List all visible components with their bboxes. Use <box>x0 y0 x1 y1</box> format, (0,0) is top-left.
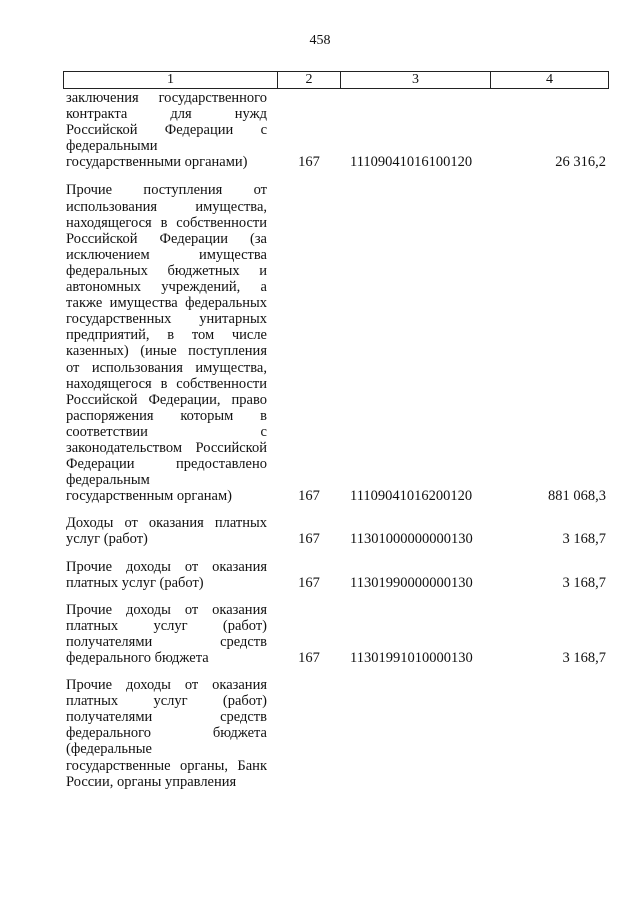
description-line: исключением имущества <box>66 246 267 263</box>
description-line: платных услуг (работ) <box>66 693 267 710</box>
amount-cell: 3 168,7 <box>562 531 606 548</box>
row-description <box>66 559 267 591</box>
table-row <box>0 90 640 170</box>
description-line: заключения государственного <box>66 90 267 106</box>
description-line: государственные органы, Банк <box>66 757 267 774</box>
row-description <box>66 90 267 170</box>
description-line: Прочие доходы от оказания <box>66 558 267 575</box>
description-line: Доходы от оказания платных <box>66 515 267 532</box>
description-line: Федерации предоставлено <box>66 456 267 473</box>
description-line: от использования имущества, <box>66 359 267 376</box>
row-description <box>66 602 267 666</box>
description-line: распоряжения которым в <box>66 407 267 424</box>
budget-code-cell: 11109041016200120 <box>350 488 473 505</box>
description-line: государственными органами) <box>66 154 248 171</box>
description-line: федерального бюджета <box>66 650 209 666</box>
description-line: государственных унитарных <box>66 311 267 328</box>
budget-code-cell: 11301991010000130 <box>350 650 473 666</box>
description-line: Российской Федерации с <box>66 122 267 139</box>
description-line: федерального бюджета <box>66 725 267 742</box>
description-line: (федеральные <box>66 741 152 758</box>
budget-code-cell: 11301000000000130 <box>350 531 473 548</box>
description-line: платных услуг (работ) <box>66 617 267 634</box>
description-line: России, органы управления <box>66 773 237 790</box>
description-line: казенных) (иные поступления <box>66 343 267 360</box>
table-row <box>0 677 640 790</box>
column-header-3: 3 <box>412 72 419 87</box>
column-header-2: 2 <box>305 72 313 87</box>
description-line: находящегося в собственности <box>66 375 267 392</box>
table-row <box>0 602 640 666</box>
description-line: получателями средств <box>66 709 267 726</box>
admin-code-cell: 167 <box>298 531 320 548</box>
description-line: предприятий, в том числе <box>66 327 267 344</box>
page-number: 458 <box>309 33 331 48</box>
description-line: федеральным <box>66 472 150 489</box>
admin-code-cell: 167 <box>298 154 320 171</box>
description-line: законодательством Российской <box>66 439 267 456</box>
admin-code-cell: 167 <box>298 650 320 666</box>
description-line: контракта для нужд <box>66 106 267 123</box>
description-line: Российской Федерации, право <box>66 391 267 408</box>
table-body <box>0 90 640 790</box>
budget-code-cell: 11109041016100120 <box>350 154 473 171</box>
description-line: Прочие поступления от <box>66 182 267 199</box>
column-header-4: 4 <box>546 72 553 87</box>
description-line: платных услуг (работ) <box>66 574 204 591</box>
description-line: также имущества федеральных <box>66 295 267 312</box>
description-line: находящегося в собственности <box>66 214 267 231</box>
amount-cell: 26 316,2 <box>555 154 606 171</box>
amount-cell: 881 068,3 <box>548 488 606 505</box>
table-row <box>0 182 640 504</box>
description-line: федеральных бюджетных и <box>66 262 267 279</box>
description-line: государственным органам) <box>66 488 232 505</box>
description-line: автономных учреждений, а <box>66 279 267 296</box>
table-row <box>0 559 640 591</box>
row-description <box>66 182 267 504</box>
admin-code-cell: 167 <box>298 488 320 505</box>
description-line: Прочие доходы от оказания <box>66 677 267 694</box>
description-line: Российской Федерации (за <box>66 230 267 247</box>
description-line: получателями средств <box>66 633 267 650</box>
description-line: федеральными <box>66 138 158 155</box>
admin-code-cell: 167 <box>298 574 320 591</box>
table-row <box>0 515 640 547</box>
table-column-header <box>63 71 609 89</box>
column-header-1: 1 <box>167 72 174 87</box>
description-line: Прочие доходы от оказания <box>66 601 267 618</box>
amount-cell: 3 168,7 <box>562 574 606 591</box>
row-description <box>66 515 267 547</box>
row-description <box>66 677 267 790</box>
description-line: соответствии с <box>66 423 267 440</box>
description-line: использования имущества, <box>66 198 267 215</box>
description-line: услуг (работ) <box>66 531 148 548</box>
amount-cell: 3 168,7 <box>562 650 606 666</box>
budget-code-cell: 11301990000000130 <box>350 574 473 591</box>
